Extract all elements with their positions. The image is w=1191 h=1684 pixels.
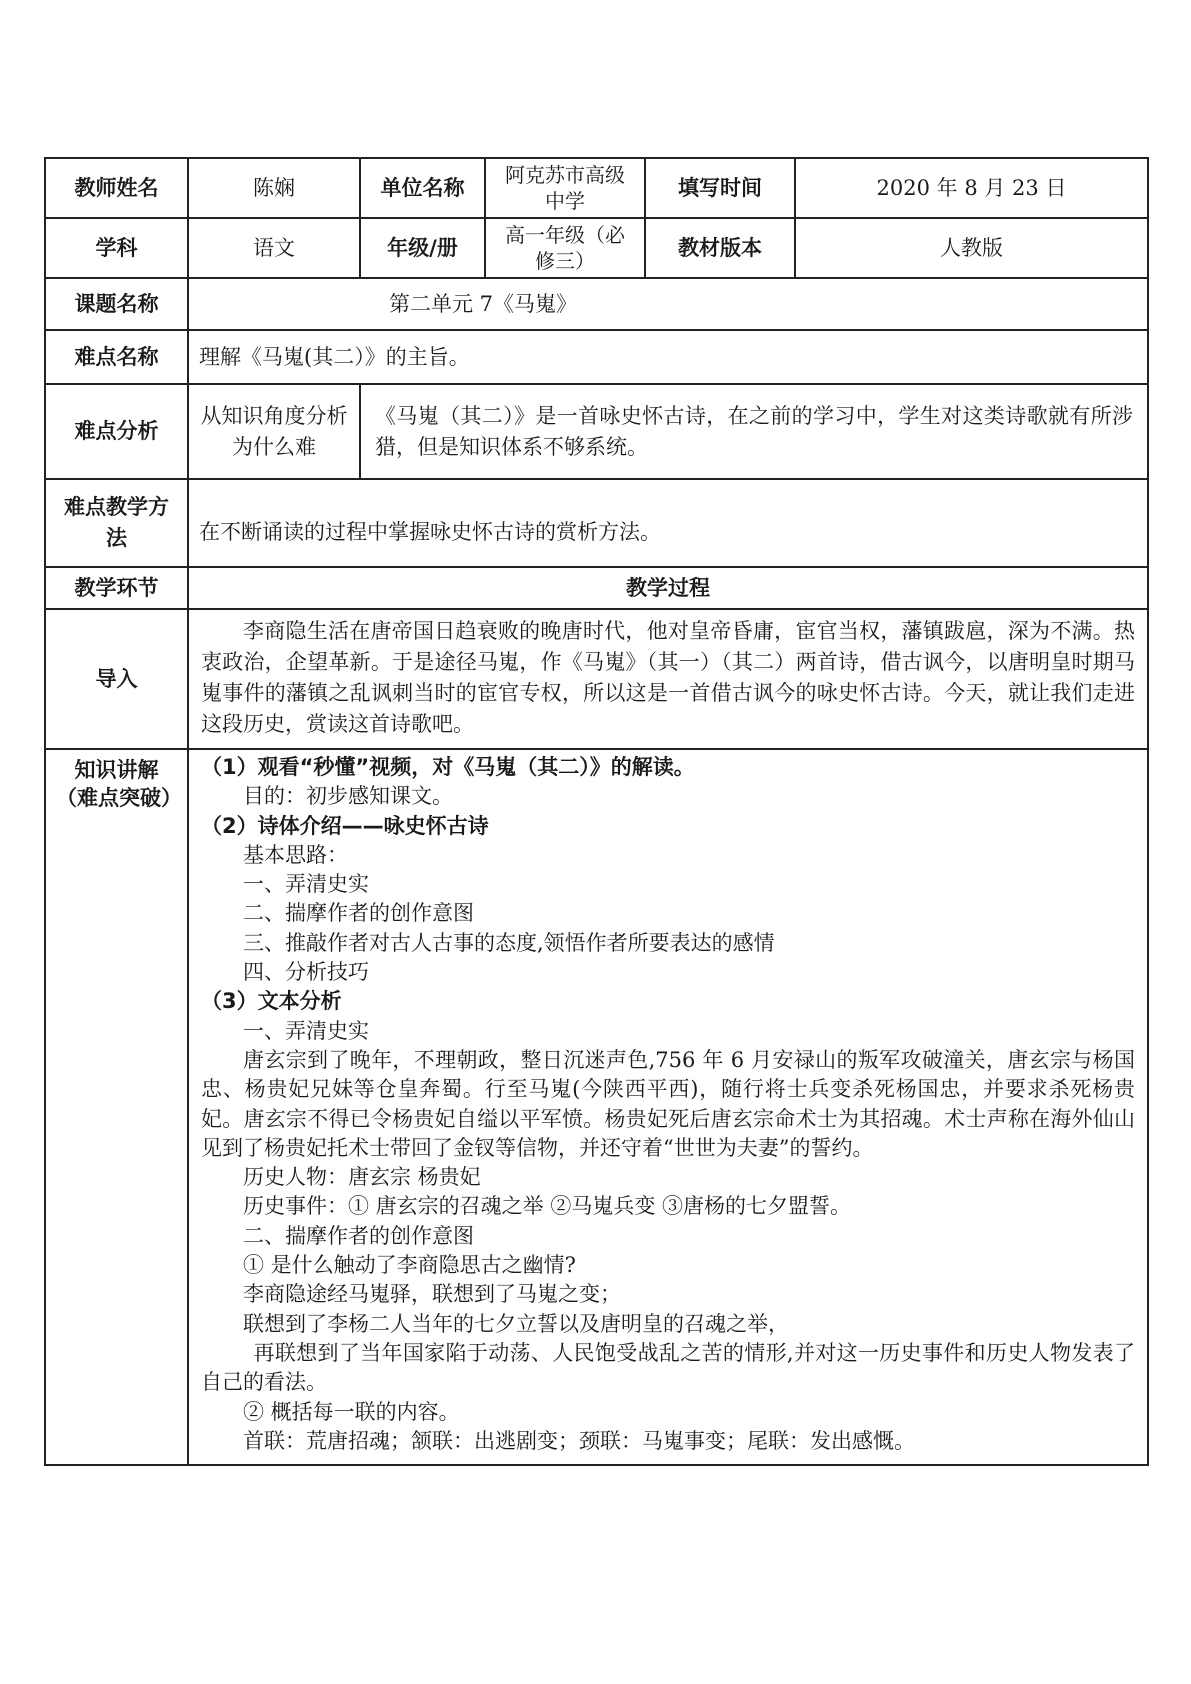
knowledge-line: 基本思路： [243, 842, 348, 867]
knowledge-line: 四、分析技巧 [243, 960, 369, 985]
knowledge-paragraph: 再联想到了当年国家陷于动荡、人民饱受战乱之苦的情形,并对这一历史事件和历史人物发表了自己的看法。 [201, 1340, 1135, 1395]
teacher-name-value: 陈娴 [188, 158, 360, 218]
knowledge-content [188, 749, 1148, 1465]
method-label: 难点教学方法 [45, 479, 188, 567]
fill-date-label: 填写时间 [645, 158, 795, 218]
unit-name-label: 单位名称 [360, 158, 485, 218]
difficulty-label: 难点名称 [45, 330, 188, 384]
knowledge-heading-1: （1）观看“秒懂”视频，对《马嵬（其二）》的解读。 [201, 755, 695, 779]
knowledge-label [45, 749, 188, 1465]
knowledge-line: 联想到了李杨二人当年的七夕立誓以及唐明皇的召魂之举， [243, 1311, 789, 1336]
subject-value: 语文 [188, 218, 360, 278]
analysis-sub-label: 从知识角度分析为什么难 [188, 384, 360, 479]
process-header: 教学过程 [188, 567, 1148, 609]
edition-label: 教材版本 [645, 218, 795, 278]
analysis-label: 难点分析 [45, 384, 188, 479]
knowledge-label-line2: （难点突破） [56, 786, 182, 810]
teacher-name-label: 教师姓名 [45, 158, 188, 218]
method-value: 在不断诵读的过程中掌握咏史怀古诗的赏析方法。 [188, 479, 1148, 567]
edition-value: 人教版 [795, 218, 1148, 278]
knowledge-line: ② 概括每一联的内容。 [243, 1399, 460, 1424]
process-step-label: 教学环节 [45, 567, 188, 609]
knowledge-heading-2: （2）诗体介绍——咏史怀古诗 [201, 813, 489, 838]
knowledge-heading-3: （3）文本分析 [201, 989, 342, 1014]
knowledge-line: 二、揣摩作者的创作意图 [243, 1223, 474, 1248]
subject-label: 学科 [45, 218, 188, 278]
lesson-plan-table [44, 157, 1149, 1466]
grade-value: 高一年级（必修三） [485, 218, 645, 278]
knowledge-line: 历史事件：① 唐玄宗的召魂之举 ②马嵬兵变 ③唐杨的七夕盟誓。 [243, 1194, 852, 1219]
intro-text: 李商隐生活在唐帝国日趋衰败的晚唐时代，他对皇帝昏庸，宦官当权，藩镇跋扈，深为不满。热衷政治，企望革新。于是途径马嵬，作《马嵬》（其一）（其二）两首诗，借古讽今，以唐明皇时期马嵬事件的藩镇之乱讽刺当时的宦官专权，所以这是一首借古讽今的咏史怀古诗。今天，就让我们走进这段历史，赏读这首诗歌吧。 [188, 609, 1148, 749]
knowledge-line: 一、弄清史实 [243, 1018, 369, 1043]
knowledge-line: ① 是什么触动了李商隐思古之幽情? [243, 1253, 576, 1278]
intro-label: 导入 [45, 609, 188, 749]
topic-label: 课题名称 [45, 278, 188, 330]
knowledge-line: 二、揣摩作者的创作意图 [243, 901, 474, 926]
knowledge-label-line1: 知识讲解 [74, 758, 159, 782]
knowledge-line: 三、推敲作者对古人古事的态度,领悟作者所要表达的感情 [243, 930, 775, 955]
knowledge-line: 首联：荒唐招魂；颔联：出逃剧变；颈联：马嵬事变；尾联：发出感慨。 [243, 1428, 915, 1453]
grade-label: 年级/册 [360, 218, 485, 278]
topic-value: 第二单元 7《马嵬》 [188, 278, 1148, 330]
difficulty-value: 理解《马嵬(其二）》的主旨。 [188, 330, 1148, 384]
knowledge-paragraph: 唐玄宗到了晚年，不理朝政，整日沉迷声色,756 年 6 月安禄山的叛军攻破潼关，唐玄宗与杨国忠、杨贵妃兄妹等仓皇奔蜀。行至马嵬(今陕西平西)，随行将士兵变杀死杨国忠，并要求杀死杨贵妃。唐玄宗不得已令杨贵妃自缢以平军愤。杨贵妃死后唐玄宗命术士为其招魂。术士声称在海外仙山见到了杨贵妃托术士带回了金钗等信物，并还守着“世世为夫妻”的誓约。 [201, 1047, 1135, 1160]
knowledge-line: 历史人物：唐玄宗 杨贵妃 [243, 1165, 481, 1190]
knowledge-line: 李商隐途经马嵬驿，联想到了马嵬之变； [243, 1282, 621, 1307]
analysis-value: 《马嵬（其二）》是一首咏史怀古诗，在之前的学习中，学生对这类诗歌就有所涉猎，但是知识体系不够系统。 [360, 384, 1148, 479]
unit-name-value: 阿克苏市高级中学 [485, 158, 645, 218]
knowledge-line: 目的：初步感知课文。 [243, 784, 453, 809]
fill-date-value: 2020 年 8 月 23 日 [795, 158, 1148, 218]
knowledge-line: 一、弄清史实 [243, 872, 369, 897]
